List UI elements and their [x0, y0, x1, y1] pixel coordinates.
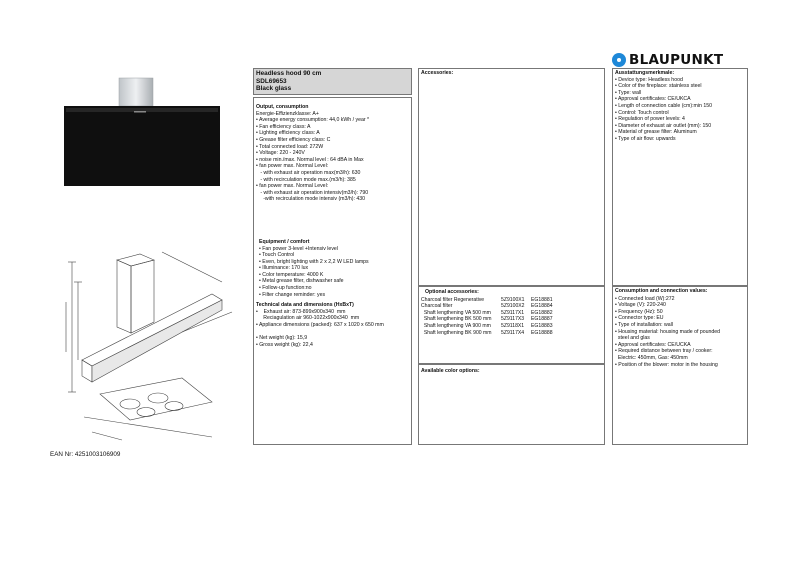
- feature-line: • Device type: Headless hood: [615, 76, 683, 83]
- optional-row: [421, 323, 602, 330]
- feature-line: • Type: wall: [615, 89, 642, 96]
- consumption-line: • Connected load (W):272: [615, 295, 675, 302]
- optional-item-ean: EG18887: [531, 316, 553, 323]
- consumption-list: [615, 296, 745, 369]
- optional-item-code: 5Z9117X3: [501, 316, 525, 323]
- product-title: Headless hood 90 cm: [256, 70, 322, 77]
- optional-item-ean: EG18888: [531, 329, 553, 336]
- feature-line: • Length of connection cable (cm):min 150: [615, 102, 712, 109]
- optional-row: [421, 310, 602, 317]
- optional-rows: [421, 297, 602, 337]
- output-line: Energie-Effizienzklasse: A+: [256, 110, 319, 117]
- optional-item-code: 5Z9117X1: [501, 309, 525, 316]
- output-line: • noise min./max. Normal level : 64 dBA in Max: [256, 156, 364, 163]
- equipment-line: • Fan power 3-level +Intensiv level: [259, 245, 338, 252]
- optional-item-ean: EG18882: [531, 309, 553, 316]
- equipment-line: • Illuminance: 170 lux: [259, 265, 309, 272]
- features-box: [612, 68, 748, 286]
- output-heading: Output, consumption: [256, 104, 309, 110]
- optional-item-name: Shaft lengthening VA 900 mm: [421, 322, 491, 329]
- technical-line: • Exhaust air: 873-899x900x340 mm: [256, 308, 346, 315]
- optional-item-ean: EG18883: [531, 322, 553, 329]
- equipment-line: • Metal grease filter, dishwasher safe: [259, 278, 344, 285]
- optional-item-name: Shaft lengthening BK 900 mm: [421, 329, 492, 336]
- optional-heading: Optional accessories:: [425, 289, 479, 295]
- technical-line: • Gross weight (kg): 22,4: [256, 341, 313, 348]
- optional-item-ean: EG18884: [531, 303, 553, 310]
- consumption-line: • Housing material: housing made of pounded: [615, 328, 721, 335]
- technical-heading: Technical data and dimensions (HxBxT): [256, 302, 354, 309]
- feature-line: • Color of the fireplace: stainless steel: [615, 83, 702, 90]
- dimension-drawing-icon: [62, 242, 242, 442]
- consumption-line: • Position of the blower: motor in the housing: [615, 361, 718, 368]
- technical-line: [256, 329, 409, 336]
- product-title-box: [253, 68, 412, 95]
- brand-logo-icon: [612, 53, 626, 67]
- feature-line: • Material of grease filter: Aluminum: [615, 129, 697, 136]
- spec-box: [253, 97, 412, 445]
- feature-line: • Approval certificates: CE/UKCA: [615, 96, 691, 103]
- ean-number: EAN Nr: 4251003106909: [50, 451, 121, 458]
- optional-item-name: Charcoal filter Regenerative: [421, 296, 485, 303]
- equipment-list: [256, 246, 409, 299]
- output-line: • fan power max. Normal Level:: [256, 163, 329, 170]
- optional-item-name: Shaft lengthening BK 500 mm: [421, 316, 492, 323]
- product-finish: Black glass: [256, 85, 292, 92]
- output-line: - with exhaust air operation max(m3/h): 630: [256, 169, 361, 176]
- output-line: - with recirculation mode max.(m3/h): 385: [256, 176, 356, 183]
- product-model: SDL69653: [256, 78, 287, 85]
- equipment-line: • Color temperature: 4000 K: [259, 271, 324, 278]
- consumption-heading: Consumption and connection values:: [615, 288, 708, 294]
- feature-line: • Diameter of exhaust air outlet (mm): 150: [615, 122, 712, 129]
- technical-line: • Net weight (kg): 15,9: [256, 335, 308, 342]
- output-line: -with recirculation mode intensiv (m3/h): 430: [256, 196, 365, 203]
- optional-accessories-box: [418, 286, 605, 364]
- consumption-line: • Approval certificates: CE/UCKA: [615, 341, 691, 348]
- output-line: • Average energy consumption: 44,0 kWh / year *: [256, 117, 370, 124]
- hood-photo-icon: [50, 70, 220, 190]
- features-list: [615, 77, 745, 143]
- technical-line: Reciagulation air 960-1022x900x340 mm: [256, 315, 360, 322]
- product-photo: [50, 70, 220, 190]
- optional-item-code: 5Z9100X2: [501, 303, 525, 310]
- optional-item-name: Shaft lengthening VA 500 mm: [421, 309, 491, 316]
- optional-item-name: Charcoal filter: [421, 303, 453, 310]
- consumption-line: Electric: 450mm, Gas: 450mm: [615, 354, 688, 361]
- equipment-line: • Filter change reminder: yes: [259, 291, 326, 298]
- equipment-line: • Follow-up function:no: [259, 285, 312, 292]
- optional-item-code: 5Z9117X4: [501, 329, 525, 336]
- optional-row: [421, 316, 602, 323]
- brand-name: BLAUPUNKT: [629, 52, 724, 68]
- features-heading: Ausstattungsmerkmale:: [615, 70, 675, 76]
- consumption-line: • Required distance between tray / cooker:: [615, 348, 713, 355]
- feature-line: • Control: Touch control: [615, 109, 669, 116]
- equipment-line: • Even, bright lighting with 2 x 2,2 W LED lamps: [259, 258, 369, 265]
- feature-line: • Type of air flow: upwards: [615, 135, 676, 142]
- consumption-line: • Frequency (Hz): 50: [615, 308, 663, 315]
- brand-logo: [612, 52, 723, 68]
- consumption-line: steel and glas: [615, 335, 650, 342]
- output-line: • fan power max. Normal Level:: [256, 183, 329, 190]
- accessories-box: [418, 68, 605, 286]
- output-line: • Voltage: 220 - 240V: [256, 150, 305, 157]
- colors-heading: Available color options:: [421, 368, 480, 374]
- output-list: [256, 111, 409, 203]
- consumption-line: • Voltage (V): 220-240: [615, 302, 666, 309]
- optional-row: [421, 297, 602, 304]
- feature-line: • Regulation of power levels: 4: [615, 116, 685, 123]
- consumption-line: • Type of installation: wall: [615, 321, 673, 328]
- optional-row: [421, 330, 602, 337]
- optional-item-code: 5Z9118X1: [501, 322, 525, 329]
- equipment-heading: Equipment / comfort: [259, 238, 310, 245]
- output-line: • Lighting efficiency class: A: [256, 130, 320, 137]
- consumption-box: [612, 286, 748, 445]
- consumption-line: • Connector type: EU: [615, 315, 664, 322]
- color-options-box: [418, 364, 605, 445]
- optional-row: [421, 303, 602, 310]
- output-line: • Total connected load: 272W: [256, 143, 324, 150]
- output-line: • Fan efficiency class: A: [256, 123, 311, 130]
- technical-list: [256, 309, 409, 349]
- output-line: • Grease filter efficiency class: C: [256, 136, 331, 143]
- equipment-line: • Touch Control: [259, 252, 295, 259]
- dimension-drawing: [62, 242, 242, 442]
- output-line: - with exhaust air operation intensiv(m3/h): 790: [256, 189, 369, 196]
- optional-item-code: 5Z9100X1: [501, 296, 525, 303]
- optional-item-ean: EG18881: [531, 296, 553, 303]
- accessories-heading: Accessories:: [421, 70, 454, 76]
- technical-line: • Appliance dimensions (packed): 637 x 1020 x 650 mm: [256, 322, 384, 329]
